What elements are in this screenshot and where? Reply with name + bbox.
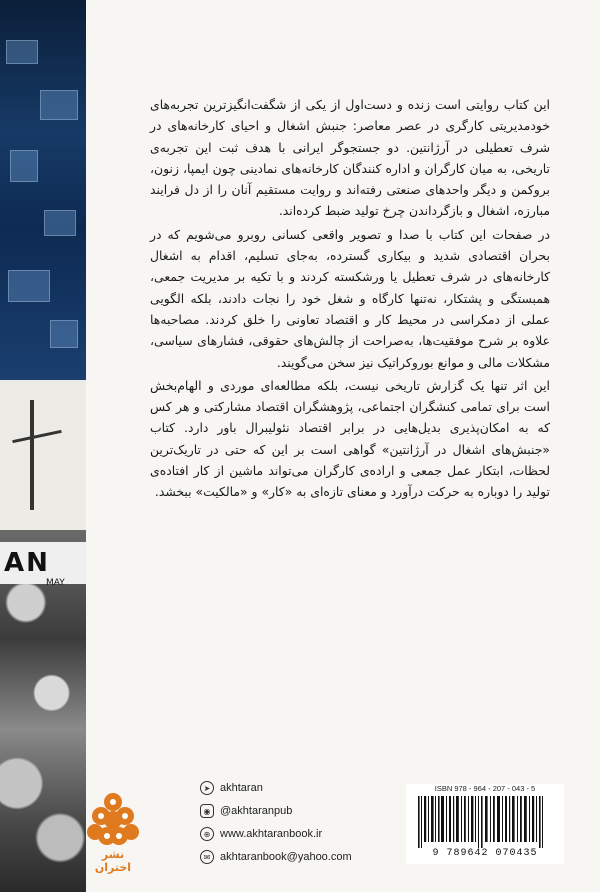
blurb-text (150, 94, 550, 505)
blurb-paragraph-3: این اثر تنها یک گزارش تاریخی نیست، بلکه مطالعه‌ای موردی و الهام‌بخش است برای تمامی کنشگران اجتماعی، پژوهشگران اقتصاد مشارکتی و هر کس که به امکان‌پذیری بدیل‌هایی در برابر اقتصاد نئولیبرال باور دارد. کتاب «جنبش‌های اشغال در آرژانتین» گواهی است بر این که حتی در تاریک‌ترین لحظات، ابتکار عمل جمعی و اراده‌ی کارگران می‌تواند ماشین از کار افتاده‌ی تولید را دوباره به حرکت درآورد و معنای تازه‌ای به «کار» و «مالکیت» ببخشد. (150, 377, 550, 500)
contact-instagram (200, 801, 380, 821)
contact-web (200, 824, 380, 844)
publisher-name: نشر اختران (94, 848, 132, 874)
cover-photo-strip (0, 0, 86, 892)
web-icon: ⊕ (200, 827, 214, 841)
blurb-paragraph-2: در صفحات این کتاب با صدا و تصویر واقعی کسانی روبرو می‌شویم که در بحران اقتصادی شدید و بیکاری گسترده، به‌جای تسلیم، اقدام به اشغال کارخانه‌های در شرف تعطیل یا ورشکسته کردند و با تکیه بر مدیریت جمعی، همبستگی و پشتکار، نه‌تنها کارگاه و شغل خود را نجات دادند، بلکه الگویی عملی از دمکراسی در محیط کار و اقتصاد تعاونی را خلق کردند. مصاحبه‌ها علاوه بر شرح موفقیت‌ها، به‌صراحت از چالش‌های حقوقی، فشارهای سیاسی، مشکلات مالی و موانع بوروکراتیک نیز سخن می‌گویند. (150, 226, 550, 370)
contact-text: www.akhtaranbook.ir (220, 828, 323, 840)
isbn-digits: 9 789642 070435 (432, 848, 538, 859)
contact-text: akhtaran (220, 782, 263, 794)
telegram-icon: ➤ (200, 781, 214, 795)
crowd-photo-section (0, 530, 86, 892)
email-icon: ✉ (200, 850, 214, 864)
banner-text: AN (4, 548, 50, 578)
isbn-block (406, 784, 564, 864)
instagram-icon: ◉ (200, 804, 214, 818)
contact-list (200, 778, 380, 870)
contact-telegram (200, 778, 380, 798)
blue-photo-section (0, 0, 86, 380)
contact-text: akhtaranbook@yahoo.com (220, 851, 352, 863)
banner-small-text: MAY (46, 578, 65, 588)
blurb-paragraph-1: این کتاب روایتی است زنده و دست‌اول از یکی از شگفت‌انگیزترین تجربه‌های خودمدیریتی کارگری در عصر معاصر: جنبش اشغال و احیای کارخانه‌های در شرف تعطیلی در آرژانتین. دو جستجوگر ایرانی با هدف ثبت این تجربه‌ی تاریخی، به میان کارگران و اداره کنندگان کارخانه‌های نمادینی چون ایمپا، زنون، بروکمن و دیگر واحدهای صنعتی رفته‌اند و روایت مستقیم آنان را از دل فرایند مبارزه، اشغال و بازگرداندن چرخ تولید ضبط کرده‌اند. (150, 97, 550, 219)
barcode-icon (416, 796, 554, 848)
contact-email (200, 847, 380, 867)
light-photo-section (0, 380, 86, 530)
contact-text: @akhtaranpub (220, 805, 293, 817)
isbn-label: ISBN 978 - 964 - 207 - 043 - 5 (434, 784, 536, 793)
